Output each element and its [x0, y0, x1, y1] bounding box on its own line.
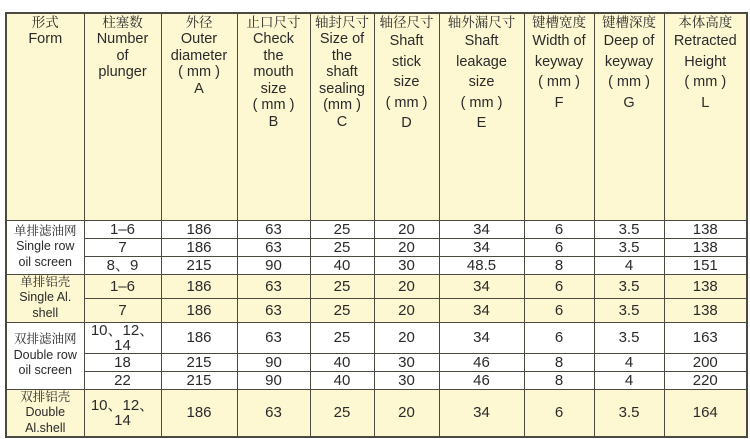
header-c-unit: (mm ): [323, 97, 361, 113]
table-row: [6, 274, 747, 298]
form-en-2: shell: [32, 305, 59, 320]
cell-d: 30: [374, 371, 439, 389]
header-form: [6, 13, 84, 220]
header-c-en-2: the: [331, 47, 353, 64]
header-b-unit: ( mm ): [252, 97, 295, 113]
cell-f: 8: [524, 353, 594, 371]
header-g-letter: G: [623, 94, 635, 111]
header-g-en-2: keyway: [604, 53, 654, 70]
cell-plunger: 18: [84, 353, 161, 371]
cell-c: 25: [310, 389, 374, 437]
cell-b: 90: [237, 353, 310, 371]
header-outer-diameter: [161, 13, 237, 220]
cell-b: 63: [237, 238, 310, 256]
table-row: [6, 322, 747, 353]
cell-b: 63: [237, 220, 310, 238]
header-a-unit: ( mm ): [178, 64, 220, 80]
cell-d: 20: [374, 220, 439, 238]
cell-e: 48.5: [439, 256, 524, 274]
header-f-cn: 键槽宽度: [532, 15, 586, 30]
form-cn: 双排滤油网: [13, 332, 77, 347]
cell-l: 138: [664, 274, 747, 298]
cell-plunger: 8、9: [84, 256, 161, 274]
cell-f: 6: [524, 298, 594, 322]
header-e-en-3: size: [468, 74, 495, 90]
header-keyway-depth: [594, 13, 664, 220]
cell-l: 163: [664, 322, 747, 353]
header-f-letter: F: [554, 94, 564, 111]
form-single-row-oil-screen: [6, 220, 84, 274]
cell-d: 20: [374, 389, 439, 437]
cell-g: 3.5: [594, 322, 664, 353]
header-check-mouth: [237, 13, 310, 220]
cell-l: 151: [664, 256, 747, 274]
header-shaft-stick: [374, 13, 439, 220]
cell-f: 8: [524, 371, 594, 389]
table-row: [6, 389, 747, 437]
header-e-en-1: Shaft: [464, 33, 499, 49]
cell-g: 4: [594, 353, 664, 371]
form-en-2: oil screen: [18, 254, 72, 269]
table-row: [6, 220, 747, 238]
header-b-letter: B: [268, 113, 279, 130]
cell-e: 34: [439, 238, 524, 256]
cell-g: 3.5: [594, 389, 664, 437]
cell-a: 186: [161, 274, 237, 298]
header-g-unit: ( mm ): [608, 74, 650, 90]
header-b-cn: 止口尺寸: [246, 15, 301, 30]
header-b-en-4: size: [260, 80, 287, 97]
cell-g: 3.5: [594, 298, 664, 322]
header-d-en-1: Shaft: [389, 33, 424, 49]
table-row: [6, 371, 747, 389]
cell-a: 215: [161, 256, 237, 274]
header-keyway-width: [524, 13, 594, 220]
header-e-en-2: leakage: [456, 53, 507, 70]
cell-plunger: 7: [84, 298, 161, 322]
header-plunger: [84, 13, 161, 220]
cell-b: 90: [237, 371, 310, 389]
cell-d: 30: [374, 256, 439, 274]
form-cn: 单排铝壳: [20, 274, 71, 289]
header-b-en-1: Check: [252, 31, 295, 47]
header-c-cn: 轴封尺寸: [315, 15, 369, 30]
header-c-letter: C: [336, 113, 348, 130]
header-l-unit: ( mm ): [684, 74, 727, 90]
cell-a: 215: [161, 353, 237, 371]
header-a-letter: A: [194, 80, 204, 97]
form-en-1: Double row: [13, 347, 77, 362]
header-l-en-1: Retracted: [673, 33, 737, 49]
cell-e: 46: [439, 353, 524, 371]
header-a-en-1: Outer: [180, 31, 218, 47]
form-en-1: Double: [25, 405, 66, 419]
form-single-al-shell: [6, 274, 84, 322]
header-shaft-sealing: [310, 13, 374, 220]
form-en-2: Al.shell: [25, 420, 66, 435]
form-double-row-oil-screen: [6, 322, 84, 389]
cell-g: 4: [594, 256, 664, 274]
table-row: [6, 256, 747, 274]
header-e-cn: 轴外漏尺寸: [447, 15, 516, 30]
form-en-2: oil screen: [18, 363, 72, 378]
cell-a: 186: [161, 238, 237, 256]
header-retracted-height: [664, 13, 747, 220]
header-b-en-2: the: [263, 47, 284, 64]
header-l-cn: 本体高度: [678, 15, 733, 30]
header-d-cn: 轴径尺寸: [379, 15, 434, 30]
header-shaft-leakage: [439, 13, 524, 220]
header-c-en-4: sealing: [319, 80, 365, 97]
header-row: [6, 13, 747, 220]
cell-f: 6: [524, 322, 594, 353]
cell-f: 6: [524, 238, 594, 256]
cell-e: 46: [439, 371, 524, 389]
cell-a: 215: [161, 371, 237, 389]
header-d-en-3: size: [393, 74, 420, 90]
cell-f: 8: [524, 256, 594, 274]
cell-d: 20: [374, 238, 439, 256]
cell-c: 40: [310, 353, 374, 371]
cell-f: 6: [524, 274, 594, 298]
header-b-en-3: mouth: [253, 64, 294, 80]
cell-b: 90: [237, 256, 310, 274]
cell-a: 186: [161, 322, 237, 353]
cell-d: 30: [374, 353, 439, 371]
cell-plunger: 10、12、14: [84, 322, 161, 353]
header-g-en-1: Deep of: [603, 33, 655, 49]
cell-e: 34: [439, 274, 524, 298]
cell-l: 138: [664, 220, 747, 238]
header-f-en-1: Width of: [532, 33, 586, 49]
header-f-en-2: keyway: [534, 53, 584, 70]
cell-b: 63: [237, 389, 310, 437]
cell-a: 186: [161, 220, 237, 238]
cell-plunger: 1–6: [84, 220, 161, 238]
table-row: [6, 298, 747, 322]
header-g-cn: 键槽深度: [602, 15, 656, 30]
cell-l: 164: [664, 389, 747, 437]
cell-e: 34: [439, 298, 524, 322]
cell-g: 3.5: [594, 274, 664, 298]
cell-plunger: 7: [84, 238, 161, 256]
form-cn: 双排铝壳: [20, 389, 71, 404]
cell-c: 25: [310, 220, 374, 238]
header-d-unit: ( mm ): [385, 94, 428, 111]
cell-e: 34: [439, 322, 524, 353]
cell-b: 63: [237, 298, 310, 322]
cell-c: 25: [310, 298, 374, 322]
header-e-unit: ( mm ): [460, 94, 503, 111]
table-row: [6, 353, 747, 371]
cell-b: 63: [237, 322, 310, 353]
cell-a: 186: [161, 298, 237, 322]
form-double-al-shell: [6, 389, 84, 437]
cell-c: 25: [310, 238, 374, 256]
form-en-1: Single Al.: [19, 290, 72, 305]
header-d-en-2: stick: [392, 53, 421, 70]
cell-c: 25: [310, 322, 374, 353]
header-form-en: Form: [28, 31, 63, 47]
header-c-en-3: shaft: [326, 64, 358, 80]
header-plunger-en-3: plunger: [98, 64, 147, 80]
cell-g: 4: [594, 371, 664, 389]
cell-c: 25: [310, 274, 374, 298]
cell-f: 6: [524, 389, 594, 437]
cell-plunger: 22: [84, 371, 161, 389]
cell-plunger: 1–6: [84, 274, 161, 298]
cell-e: 34: [439, 389, 524, 437]
header-c-en-1: Size of: [319, 31, 365, 47]
cell-d: 20: [374, 298, 439, 322]
header-plunger-en-1: Number: [96, 31, 149, 47]
cell-c: 40: [310, 371, 374, 389]
cell-a: 186: [161, 389, 237, 437]
form-en-1: Single row: [16, 239, 75, 254]
header-plunger-cn: 柱塞数: [102, 15, 143, 30]
cell-l: 138: [664, 238, 747, 256]
table-row: [6, 238, 747, 256]
cell-f: 6: [524, 220, 594, 238]
cell-l: 138: [664, 298, 747, 322]
cell-b: 63: [237, 274, 310, 298]
cell-c: 40: [310, 256, 374, 274]
header-f-unit: ( mm ): [538, 74, 580, 90]
header-a-en-2: diameter: [170, 47, 228, 64]
cell-l: 200: [664, 353, 747, 371]
header-form-cn: 形式: [31, 15, 59, 30]
cell-e: 34: [439, 220, 524, 238]
cell-d: 20: [374, 274, 439, 298]
specification-table: [5, 12, 748, 438]
cell-g: 3.5: [594, 220, 664, 238]
cell-plunger: 10、12、14: [84, 389, 161, 437]
header-l-letter: L: [701, 94, 710, 111]
header-a-cn: 外径: [185, 15, 213, 30]
cell-l: 220: [664, 371, 747, 389]
header-l-en-2: Height: [684, 53, 727, 70]
form-cn: 单排滤油网: [13, 223, 77, 238]
cell-d: 20: [374, 322, 439, 353]
cell-g: 3.5: [594, 238, 664, 256]
header-e-letter: E: [476, 115, 487, 131]
header-plunger-en-2: of: [116, 47, 129, 64]
header-d-letter: D: [401, 115, 412, 131]
